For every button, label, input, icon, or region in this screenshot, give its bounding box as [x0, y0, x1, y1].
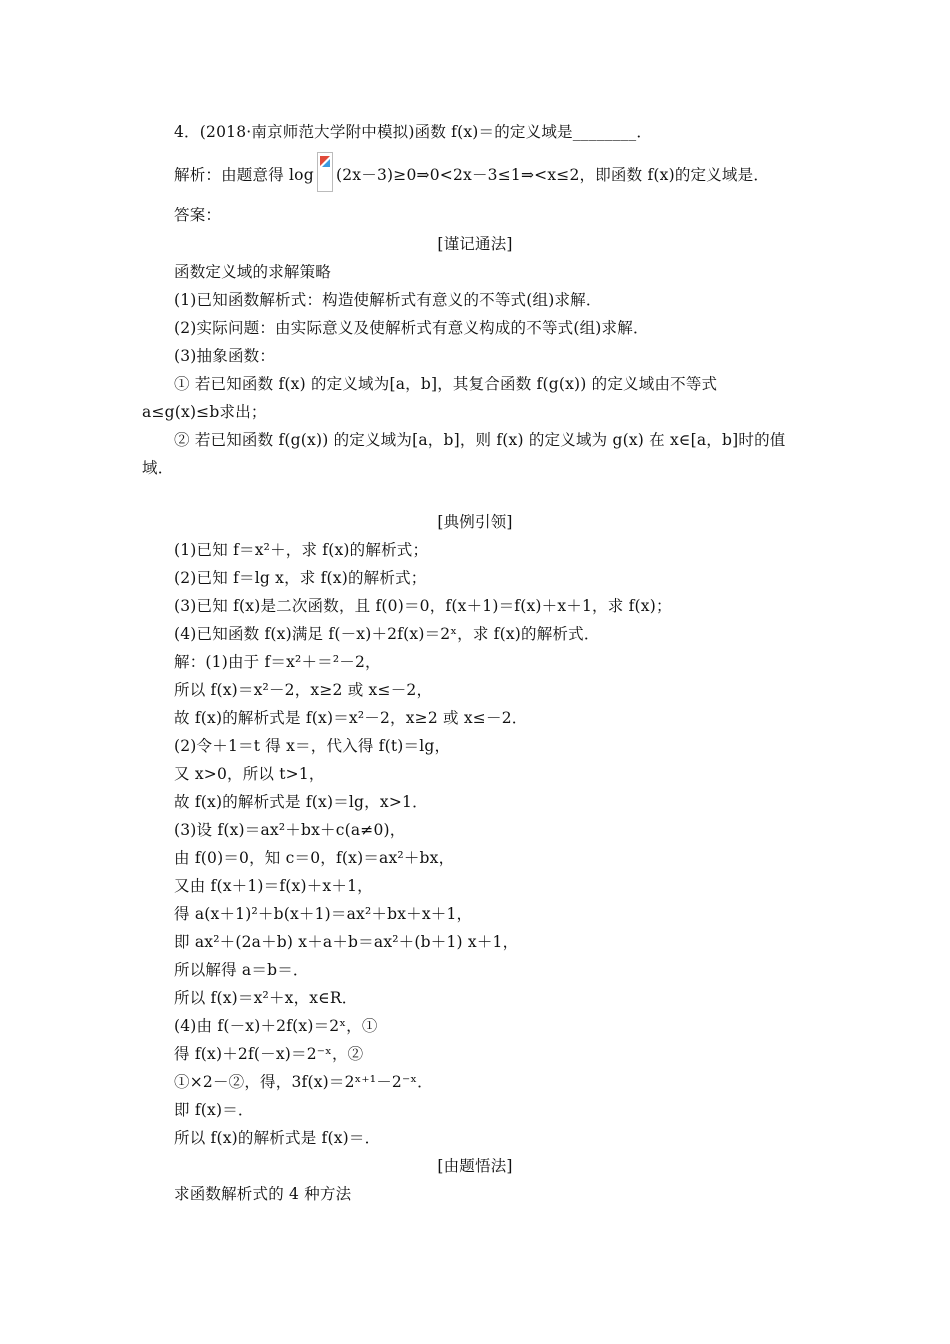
solution-line: 又 x>0，所以 t>1， — [174, 765, 325, 783]
solution-line: 得 f(x)＋2f(－x)＝2⁻ˣ，② — [174, 1045, 364, 1063]
strategy-item-1: (1)已知函数解析式：构造使解析式有意义的不等式(组)求解． — [174, 291, 602, 309]
solution-line: (3)设 f(x)＝ax²＋bx＋c(a≠0)， — [174, 821, 406, 839]
solution-line: 所以 f(x)＝x²－2，x≥2 或 x≤－2， — [174, 681, 433, 699]
solution-line: ①×2－②，得，3f(x)＝2ˣ⁺¹－2⁻ˣ． — [174, 1073, 433, 1091]
solution-line: 即 f(x)＝． — [174, 1101, 254, 1119]
strategy-item-3-2b: 域． — [142, 459, 174, 477]
solution-line: 所以 f(x)＝x²＋x，x∈R． — [174, 989, 358, 1007]
strategy-title: 函数定义域的求解策略 — [174, 263, 332, 281]
solution-line: 即 ax²＋(2a＋b) x＋a＋b＝ax²＋(b＋1) x＋1， — [174, 933, 519, 951]
methods-title: 求函数解析式的 4 种方法 — [174, 1185, 352, 1203]
strategy-item-3-1a: ① 若已知函数 f(x) 的定义域为[a，b]，其复合函数 f(g(x)) 的定义域由不等式 — [174, 375, 718, 393]
solution-line: 解：(1)由于 f＝x²＋＝²－2， — [174, 653, 381, 671]
strategy-item-3-1b: a≤g(x)≤b求出； — [142, 403, 267, 421]
solution-line: (2)令＋1＝t 得 x＝，代入得 f(t)＝lg， — [174, 737, 451, 755]
section-heading-example: [典例引领] — [437, 513, 513, 531]
example-1: (1)已知 f＝x²＋，求 f(x)的解析式； — [174, 541, 429, 559]
example-4: (4)已知函数 f(x)满足 f(－x)＋2f(x)＝2ˣ，求 f(x)的解析式． — [174, 625, 600, 643]
example-2: (2)已知 f＝lg x，求 f(x)的解析式； — [174, 569, 427, 587]
broken-image-icon — [317, 152, 333, 192]
section-heading-method: [谨记通法] — [437, 235, 513, 253]
solution-line: 得 a(x＋1)²＋b(x＋1)＝ax²＋bx＋x＋1， — [174, 905, 473, 923]
solution-line: 所以 f(x)的解析式是 f(x)＝． — [174, 1129, 381, 1147]
q4-solution-part1: 解析：由题意得 log — [174, 166, 314, 184]
strategy-item-3-2a: ② 若已知函数 f(g(x)) 的定义域为[a，b]，则 f(x) 的定义域为 g(x) 在 x∈[a，b]时的值 — [174, 431, 786, 449]
question-4: 4．(2018·南京师范大学附中模拟)函数 f(x)＝的定义域是________． — [174, 123, 653, 141]
solution-line: 故 f(x)的解析式是 f(x)＝x²－2，x≥2 或 x≤－2． — [174, 709, 528, 727]
solution-line: 所以解得 a＝b＝． — [174, 961, 309, 979]
q4-solution-part2: (2x－3)≥0⇒0<2x－3≤1⇒<x≤2，即函数 f(x)的定义域是． — [336, 166, 770, 184]
solution-line: 又由 f(x＋1)＝f(x)＋x＋1， — [174, 877, 373, 895]
solution-line: 由 f(0)＝0，知 c＝0，f(x)＝ax²＋bx， — [174, 849, 455, 867]
section-heading-insight: [由题悟法] — [437, 1157, 513, 1175]
solution-line: (4)由 f(－x)＋2f(x)＝2ˣ，① — [174, 1017, 378, 1035]
q4-answer: 答案： — [174, 206, 222, 224]
example-3: (3)已知 f(x)是二次函数，且 f(0)＝0，f(x＋1)＝f(x)＋x＋1，求 f(x)； — [174, 597, 672, 615]
strategy-item-3: (3)抽象函数： — [174, 347, 276, 365]
solution-line: 故 f(x)的解析式是 f(x)＝lg，x>1． — [174, 793, 428, 811]
strategy-item-2: (2)实际问题：由实际意义及使解析式有意义构成的不等式(组)求解． — [174, 319, 649, 337]
